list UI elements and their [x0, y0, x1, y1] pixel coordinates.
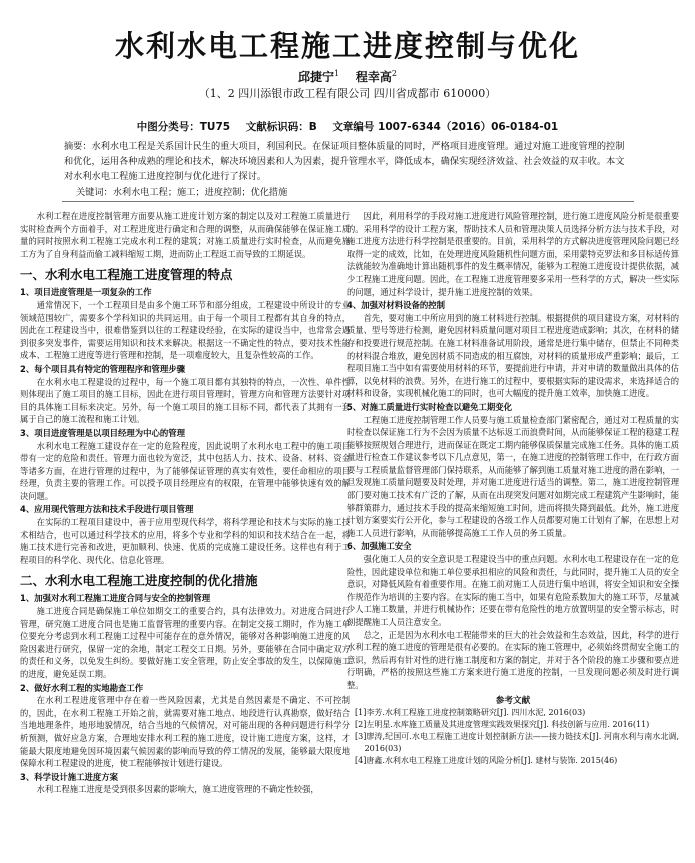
author-name: 邱捷宁 — [298, 70, 335, 84]
author-line — [0, 68, 695, 85]
body-paragraph: 水利水电工程施工建设存在一定的危险程度，因此说明了水利水电工程中的施工项目带有一定的危险和责任。管理力面也较为宽泛，其中包括人力、技术、设备、材料、资金等诸多方面，在进行管理的过程中，为了能够保证管理的真实有效性，要任命相应的项目经理，负责主要的管理工作。可以授予项目经理应有的权限，在管理中能够快速有效的解决问题。 — [20, 440, 350, 501]
right-column — [347, 210, 679, 767]
subsection-heading: 3、科学设计施工进度方案 — [20, 771, 118, 782]
reference-item: [2]左明星.水库施工质量及其进度管理实践效果探究[J]. 科技创新与应用. 2016(11) — [355, 719, 650, 729]
article-number: 文章编号 1007-6344（2016）06-0184-01 — [332, 121, 559, 133]
body-paragraph: 水利工程施工进度是受到很多因素的影响大，施工进度管理的不确定性较强， — [36, 784, 319, 795]
left-column — [20, 210, 350, 796]
body-paragraph: 总之，正是因为水利水电工程能带来的巨大的社会效益和生态效益，因此，科学的进行水利工程的施工进度的管理是很有必要的。在实际的施工管理中，必须始终贯彻安全施工的意识，然后再有针对性的进行施工制度和方案的制定，并对于各个阶段的施工步骤和要点进行明确，严格的按照这些施工方案来进行施工进度的控制，一旦发现问题必须及时进行调整。 — [347, 629, 679, 690]
section-heading: 一、水利水电工程施工进度管理的特点 — [20, 267, 233, 283]
subsection-heading: 5、对施工质量进行实时检查以避免工期变化 — [347, 401, 512, 412]
author-affil-mark: 2 — [391, 69, 397, 78]
paper-title: 水利水电工程施工进度控制与优化 — [114, 29, 580, 63]
subsection-heading: 6、加强施工安全 — [347, 541, 412, 552]
subsection-heading: 2、每个项目具有特定的管理程序和管理步骤 — [20, 363, 185, 374]
subsection-heading: 4、应用现代管理方法和技术手段进行项目管理 — [20, 504, 194, 515]
body-paragraph: 工程施工进度控制管理工作人员要与施工质量检查部门紧密配合，通过对工程质量的实时检查以保证施工行为不会因为质量不达标返工而浪费时间，从而能够保证工程的稳建工程能够按照规划合理进行，进而保证在既定工期内能够保质保量完成施工任务。具体的施工质量进行检查工作建议参考以下几点意见，第一，在施工进度的控制管理工作中，在行政方面要与工程质量监督管理部门保持联系，从而能够了解到施工质量对施工进度的潜在影响，一旦发现施工质量问题要及时处理，并对施工进度进行适当的调整。第二，施工进度控制管理部门要对施工技术有广泛的了解，从而在出现突发问题对如期完成工程建筑产生影响时，能够群策群力，通过技术手段的提高来缩短施工时间，进而将损失降到最低。此外，施工进度计划方案要实行公开化，参与工程建设的各级工作人员都要对施工计划有了解，在思想上对施工人员进行影响，从而能够提高施工工作人员的务工质量。 — [347, 414, 679, 538]
body-paragraph: 因此，利用科学的手段对施工进度进行风险管理控制，进行施工进度风险分析是很重要的。采用科学的设计工程方案，帮助技术人员和管理决策人员选择分析方法与技术手段，对施工进度方法进行科学控制是很重要的。目前，采用科学的方式解决进度管理风险问题已经取得一定的成效，比如，在处理进度风险随机性问题方面，采用蒙特克罗法和多目标适传算法就能较为准确地计算出随机事件的发生概率情况，能够为工程施工进度设计提供依据，减少工程施工进度问题。因此，在工程施工进度管理要多采用一些科学的方式，解决一些实际的问题，通过科学设计，提升施工进度控制的效果。 — [347, 211, 679, 297]
keywords: 关键词：水利水电工程；施工；进度控制；优化措施 — [76, 187, 288, 198]
header-divider — [62, 201, 634, 202]
subsection-heading: 4、加强对材料设备的控制 — [347, 300, 445, 311]
body-paragraph: 在水利工程进度管理中存在着一些风险因素，尤其是自然因素是不确定、不可控制的，因此，在水利工程施工开始之前，就需要对施工地点、地段进行认真勘察，做好结合当地地理条件，地形地貌情况，结合当地的气候情况，对可能出现的各种问题进行科学分析预测，做好应急方案，合理地安排水利工程的施工进度，设计施工进度方案，这样，才能最大限度地避免因环境因素气候因素的影响而导致的停工情况的发展，能够最大限度地保障水利工程建设的进度，使工程能够按计划进行建设。 — [20, 695, 350, 769]
body-paragraph: 施工进度合同是确保施工单位如期交工的重要合约，具有法律效力。对进度合同进行管理，研究施工进度合同也是施工监督管理的重要内容。在制定交接工期时，作为施工单位要充分考虑到水利工程施工过程中可能存在的意外情况，能够对各种影响施工进度的风险因素进行研究，保留一定的余地，制定工程交工日期。另外，要能够在合同中确定双方的责任和义务，以免发生纠纷。要做好施工安全管理，防止安全事故的发生，以保障施工的进度，避免延误工期。 — [20, 606, 350, 679]
subsection-heading: 1、项目进度管理是一项复杂的工作 — [20, 287, 152, 298]
subsection-heading: 3、项目进度管理是以项目经理为中心的管理 — [20, 427, 185, 438]
reference-item: [4]唐鑫.水利水电工程施工进度计划的风险分析[J]. 建材与装饰. 2015(46) — [355, 755, 618, 765]
reference-item: [1]李芳.水利工程施工进度控制策略研究[J]. 四川水泥, 2016(03) — [355, 707, 586, 717]
body-paragraph: 首先，要对施工中所应用到的施工材料进行控制。根据提供的项目建设方案，对材料的质量、型号等进行检测，避免因材料质量问题对项目工程进度造成影响；其次，在材料的储存和投要进行规范控制。在施工材料准备试用阶段，通常是进行集中储存，但禁止不同种类的材料混合堆放，避免因材质不同造成的相互腐蚀，对材料的质量形成严重影响；最后，工程项目施工当中如有需要使用材料的环节，要提前进行申请，并对申请的数量做出具体的估算，以免材料的浪费。另外，在进行施工的过程中，要根据实际的建设需求，来选择适合的材料和设备，实现机械化施工的同时，也可大幅度的提升施工效率，加快施工进度。 — [347, 312, 679, 399]
subsection-heading: 2、做好水利工程的实地勘查工作 — [20, 682, 144, 693]
affiliation: （1、2 四川添银市政工程有限公司 四川省成都市 610000） — [198, 87, 497, 100]
abstract: 摘要：水利水电工程是关系国计民生的重大项目，利国利民。在保证项目整体质量的同时，严格项目进度管理。通过对施工进度管理的控制和优化，运用各种成熟的理论和技术，解决环境因素和人为因素，提升管理水平，降低成本，确保实现经济效益、社会效益的双丰收。本文对水利水电工程施工进度控制与优化进行了探讨。 — [64, 141, 625, 182]
subsection-heading: 1、加强对水利工程施工进度合同与安全的控制管理 — [20, 593, 211, 604]
body-paragraph: 通常情况下，一个工程项目是由多个施工环节和部分组成，工程建设中所设计的专业领域范围较广，需要多个学科知识的共同运用。由于每一个项目工程都有其自身的特点，因此在工程建设当中，很难借鉴到以往的工程建设经验，在实际的建设当中，也常常会遇到很多突发事件，需要运用知识和技术来解决。根据这一不确定性的特点，要对技术性能成本、工程施工进度等进行管理和控制，是一项难度较大，且复杂性较高的工作。 — [20, 299, 350, 361]
clc-number: 中图分类号：TU75 — [136, 121, 231, 133]
body-paragraph: 在水利水电工程建设的过程中，每一个施工项目都有其独特的特点，一次性、单件性则体现出了施工项目的施工目标，因此在进行项目管理时，管理方向和管理方法要针对项目的具体施工目标来决定。另外，每一个施工项目的施工目标不同，都代表了其拥有一套属于自己的施工流程和施工计划。 — [20, 376, 350, 425]
author-name: 程幸高 — [355, 70, 392, 84]
references-heading: 参考文献 — [495, 695, 531, 706]
document-code: 文献标识码：B — [245, 121, 317, 133]
reference-item: [3]廖涛,纪国可.水电工程施工进度计划控制新方法——接力链技术[J]. 河南水利与南水北调, 2016(03) — [355, 731, 679, 753]
body-paragraph: 在实际的工程项目建设中，善于应用型现代科学，将科学理论和技术与实际的施工技术相结合，也可以通过科学技术的应用，将多个专业和学科的知识和技术结合在一起，将施工技术进行完善和改进，更加顺利、快速、优质的完成施工建设任务。这样也有利于工程项目的科学化、现代化、信息化管理。 — [20, 517, 350, 565]
body-paragraph: 强化施工人员的安全意识是工程建设当中的重点问题。水利水电工程建设存在一定的危险性，因此建设单位和施工单位要承担相应的风险和责任，与此同时，提升施工人员的安全意识，对降低风险有着重要作用。在施工前对施工人员进行集中培训，将安全知识和安全操作规范作为培训的主要内容。在实际的施工当中，如果有危险系数加大的施工环节，尽量减少人工施工数量，并进行机械协作；还要在带有危险性的地方放置明显的安全警示标志，时刻提醒施工人员注意安全。 — [347, 554, 679, 627]
author-affil-mark: 1 — [334, 69, 340, 78]
classification-line — [0, 119, 695, 134]
body-paragraph: 水利工程在进度控制管理方面要从施工进度计划方案的制定以及对工程施工质量进行实时检查两个方面着手，对工程进度进行确定和合理的调整，从而确保能够在保证施工质量的同时按照水利工程施工完成水利工程的建筑；对施工质量进行实时检查，从而避免施工方为了自身利益而偷工减料缩短工期，进而防止工程返工而导致的工期延误。 — [20, 211, 350, 259]
section-heading: 二、水利水电工程施工进度控制的优化措施 — [20, 573, 258, 589]
